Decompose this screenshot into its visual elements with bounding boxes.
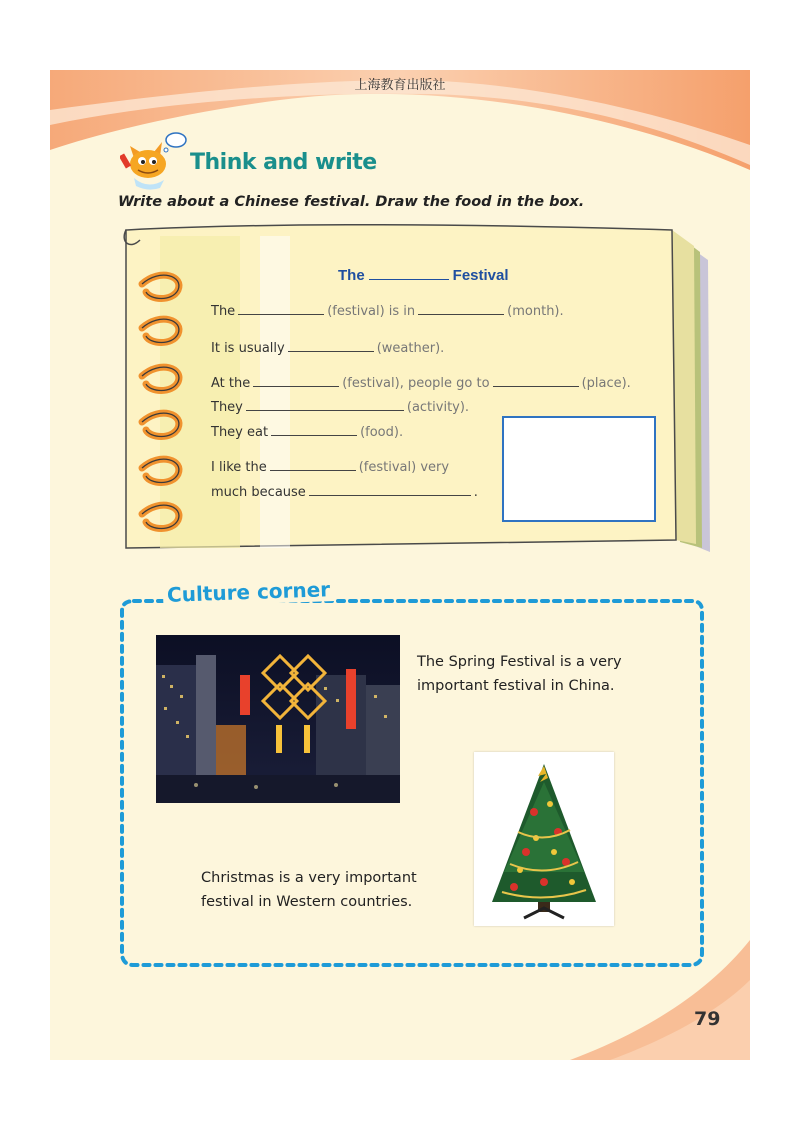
worksheet-line-2 bbox=[211, 340, 444, 356]
section-title: Think and write bbox=[190, 150, 377, 175]
christmas-caption bbox=[201, 866, 461, 914]
food-blank[interactable] bbox=[271, 424, 357, 436]
textbook-page bbox=[50, 70, 750, 1060]
line6-text-a: I like the bbox=[211, 460, 267, 475]
worksheet-line-1 bbox=[211, 303, 564, 319]
weather-blank[interactable] bbox=[288, 340, 374, 352]
spring-caption-line-2: important festival in China. bbox=[417, 678, 615, 694]
line6-hint-festival: (festival) very bbox=[358, 460, 450, 475]
worksheet-line-4 bbox=[211, 399, 469, 415]
publisher-name: 上海教育出版社 bbox=[354, 78, 446, 93]
line2-hint-weather: (weather). bbox=[376, 341, 445, 356]
festival-blank-1[interactable] bbox=[238, 303, 324, 315]
festival-name-blank[interactable] bbox=[369, 268, 449, 280]
spiral-ring-icon bbox=[120, 222, 200, 554]
spring-festival-photo bbox=[156, 635, 400, 803]
place-blank[interactable] bbox=[493, 375, 579, 387]
line1-hint-festival: (festival) is in bbox=[327, 304, 416, 319]
christmas-tree-photo bbox=[474, 752, 614, 926]
xmas-caption-line-2: festival in Western countries. bbox=[201, 894, 413, 910]
line2-text-a: It is usually bbox=[211, 341, 285, 356]
worksheet-line-5 bbox=[211, 424, 403, 440]
line7-text-a: much because bbox=[211, 485, 306, 500]
worksheet-line-6 bbox=[211, 459, 449, 475]
month-blank[interactable] bbox=[418, 303, 504, 315]
bottom-decor-swoosh bbox=[50, 920, 750, 1060]
reason-blank[interactable] bbox=[309, 484, 471, 496]
line5-hint-food: (food). bbox=[360, 425, 404, 440]
line4-text-a: They bbox=[211, 400, 243, 415]
line3-hint-festival: (festival), people go to bbox=[342, 376, 490, 391]
spring-festival-caption bbox=[417, 650, 677, 698]
worksheet-line-7 bbox=[211, 484, 478, 500]
worksheet-title-start: The bbox=[338, 267, 365, 284]
line1-text-a: The bbox=[211, 304, 236, 319]
worksheet-title-end: Festival bbox=[452, 267, 509, 284]
culture-corner-title: Culture corner bbox=[163, 577, 335, 607]
line5-text-a: They eat bbox=[211, 425, 269, 440]
xmas-caption-line-1: Christmas is a very important bbox=[201, 870, 417, 886]
food-drawing-box[interactable] bbox=[502, 416, 656, 522]
cat-mascot-icon bbox=[120, 128, 192, 192]
activity-blank[interactable] bbox=[246, 399, 404, 411]
line7-period: . bbox=[473, 485, 478, 500]
instruction-text: Write about a Chinese festival. Draw the food in the box. bbox=[118, 194, 585, 210]
line3-text-a: At the bbox=[211, 376, 251, 391]
line4-hint-activity: (activity). bbox=[406, 400, 470, 415]
spring-caption-line-1: The Spring Festival is a very bbox=[417, 654, 622, 670]
page-number: 79 bbox=[694, 1008, 721, 1030]
worksheet-title bbox=[338, 267, 509, 284]
line3-hint-place: (place). bbox=[581, 376, 631, 391]
festival-blank-3[interactable] bbox=[270, 459, 356, 471]
worksheet-line-3 bbox=[211, 375, 631, 391]
festival-blank-2[interactable] bbox=[253, 375, 339, 387]
line1-hint-month: (month). bbox=[507, 304, 564, 319]
